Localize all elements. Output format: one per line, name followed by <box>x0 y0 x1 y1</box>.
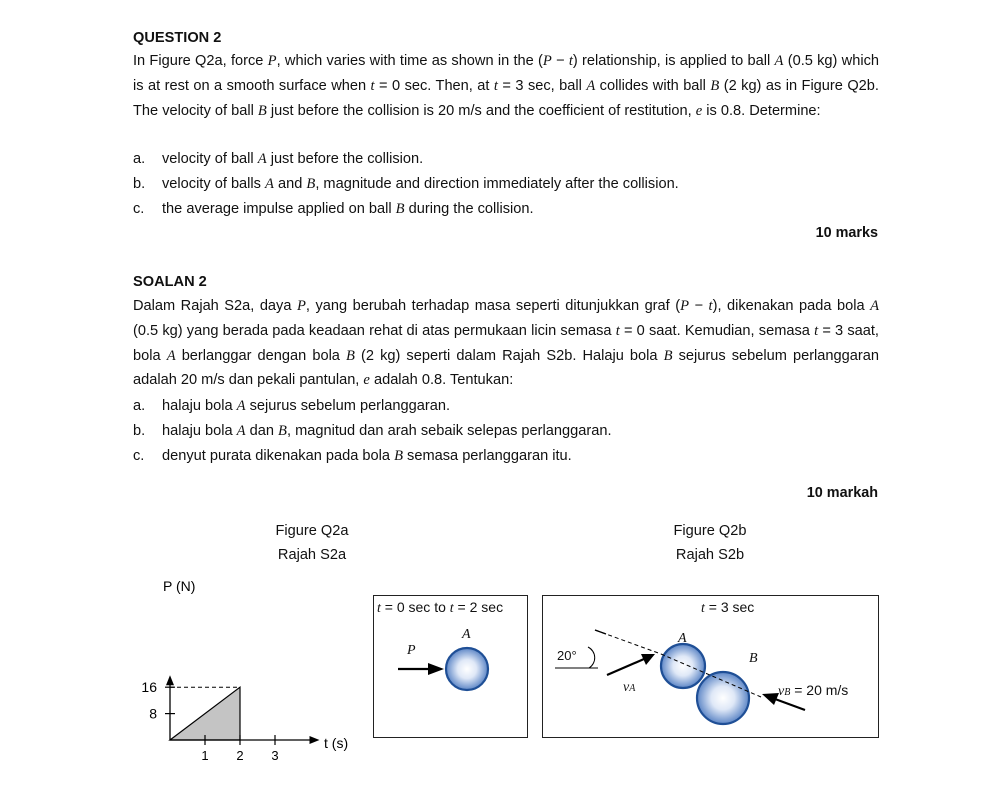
soalan-intro: Dalam Rajah S2a, daya P, yang berubah terhadap masa seperti ditunjukkan graf (P − t), dikenakan pada bola A (0.5 kg) yang berada pada keadaan rehat di atas permukaan licin semasa t = 0 saat. Kemudian, semasa t = 3 saat, bola A berlanggar dengan bola B (2 kg) seperti dalam Rajah S2b. Halaju bola B sejurus sebelum perlanggaran adalah 20 m/s dan pekali pantulan, e adalah 0.8. Tentukan: <box>133 298 880 389</box>
line-of-impact-start <box>595 630 606 634</box>
figure-subtitle: Rajah S2b <box>675 547 745 563</box>
x-tick-label: 2 <box>236 748 244 763</box>
marks-english: 10 marks <box>815 225 878 241</box>
y-axis-label: P (N) <box>163 578 196 594</box>
ball-a-label: A <box>678 631 687 646</box>
item-text: halaju bola A sejurus sebelum perlanggaran. <box>162 398 451 414</box>
y-tick-label: 16 <box>141 679 157 696</box>
item-label: b. <box>133 176 146 192</box>
box-caption: t = 3 sec <box>701 599 755 616</box>
question-item-b <box>133 172 679 197</box>
diagram-box-collision <box>542 595 879 738</box>
soalan-item-c <box>133 444 572 469</box>
item-label: a. <box>133 398 146 414</box>
collision-scene <box>543 596 877 736</box>
x-axis-arrowhead <box>310 736 320 744</box>
question-item-a <box>133 147 423 172</box>
item-label: b. <box>133 423 146 439</box>
ball-b <box>697 672 749 724</box>
force-label: P <box>407 643 416 658</box>
item-text: halaju bola A dan B, magnitud dan arah sebaik selepas perlanggaran. <box>162 423 612 439</box>
x-tick-label: 1 <box>201 748 209 763</box>
ball-b-label: B <box>749 651 758 666</box>
figure-q2a-caption <box>232 519 392 567</box>
item-text: velocity of ball A just before the collision. <box>162 151 424 167</box>
item-label: a. <box>133 151 146 167</box>
diagram-box-initial <box>373 595 528 738</box>
item-label: c. <box>133 448 145 464</box>
item-label: c. <box>133 201 145 217</box>
item-text: denyut purata dikenakan pada bola B semasa perlanggaran itu. <box>162 448 572 464</box>
question-item-c <box>133 197 534 222</box>
question-intro: In Figure Q2a, force P, which varies with time as shown in the (P − t) relationship, is applied to ball A (0.5 kg) which is at rest on a smooth surface when t = 0 sec. Then, at t = 3 sec, ball A collides with ball B (2 kg) as in Figure Q2b. The velocity of ball B just before the collision is 20 m/s and the coefficient of restitution, e is 0.8. Determine: <box>133 53 879 119</box>
item-text: velocity of balls A and B, magnitude and direction immediately after the collision. <box>162 176 679 192</box>
item-text: the average impulse applied on ball B during the collision. <box>162 201 534 217</box>
velocity-b-arrow-head <box>762 693 779 705</box>
p-t-graph <box>128 575 368 775</box>
soalan-item-b <box>133 419 612 444</box>
initial-scene <box>374 596 526 736</box>
ball-a <box>661 644 705 688</box>
angle-label: 20° <box>557 648 577 663</box>
figure-q2b-caption <box>630 519 790 567</box>
figure-title: Figure Q2a <box>275 523 349 539</box>
marks-malay: 10 markah <box>806 485 878 501</box>
figure-subtitle: Rajah S2a <box>277 547 347 563</box>
soalan-item-a <box>133 394 450 419</box>
force-area <box>170 687 240 740</box>
y-tick-label: 8 <box>149 705 157 722</box>
angle-arc <box>588 647 595 668</box>
x-axis-label: t (s) <box>324 735 349 751</box>
x-tick-label: 3 <box>271 748 279 763</box>
soalan-heading: SOALAN 2 <box>133 274 207 290</box>
ball-a <box>446 648 488 690</box>
velocity-a-label: vA <box>623 680 636 695</box>
ball-a-label: A <box>462 627 471 642</box>
y-axis-arrowhead <box>166 675 174 685</box>
velocity-b-arrow-shaft <box>775 699 805 710</box>
force-arrow-head <box>428 663 444 675</box>
figure-title: Figure Q2b <box>673 523 747 539</box>
velocity-a-arrow-shaft <box>607 659 644 675</box>
box-caption: t = 0 sec to t = 2 sec <box>377 599 504 616</box>
velocity-b-label: vB = 20 m/s <box>778 682 849 699</box>
question-heading: QUESTION 2 <box>133 30 222 46</box>
